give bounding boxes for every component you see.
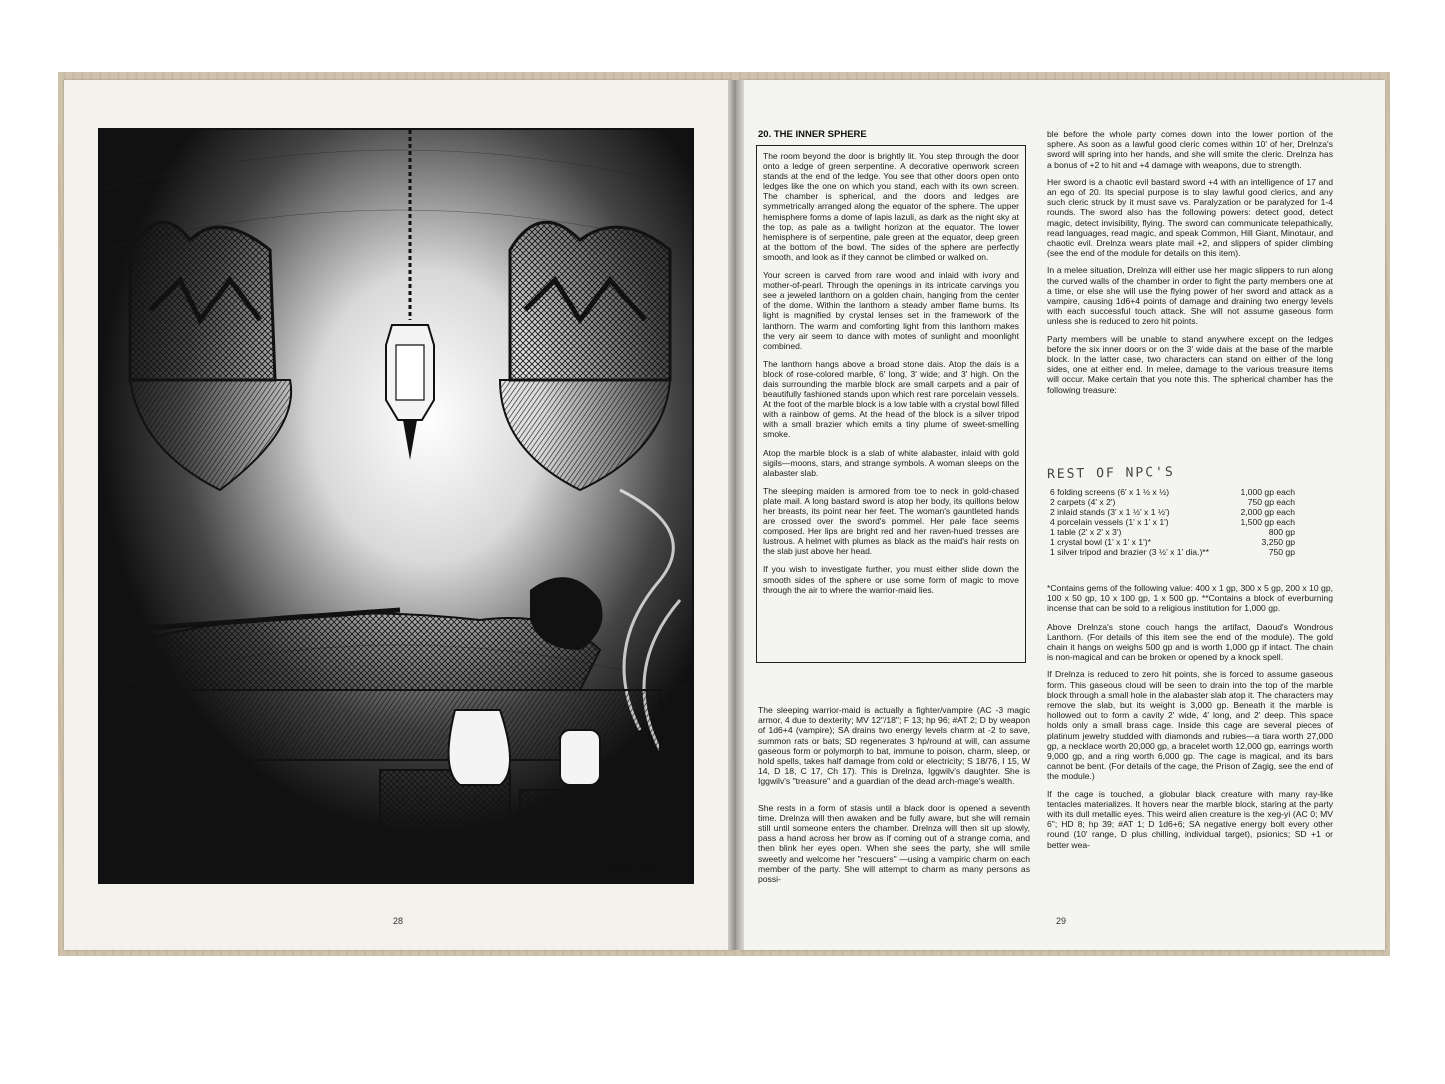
treasure-table xyxy=(1050,487,1295,557)
artist-signature: Easley '82 xyxy=(600,862,657,875)
boxed-paragraph: The sleeping maiden is armored from toe to neck in gold-chased plate mail. A long bastard sword is atop her body, its quillons below her breasts, its point near her feet. The woman's gauntleted hands are crossed over the sword's pommel. Her pale face seems composed. Her lips are bright red and her raven-hued tresses are lustrous. A helmet with plumes as black as the maid's hair rests on the slab just above her head. xyxy=(763,485,1019,557)
table-row xyxy=(1050,487,1295,497)
paragraph: Above Drelnza's stone couch hangs the artifact, Daoud's Wondrous Lanthorn. (For details of this item see the end of the module). The gold chain it hangs on weighs 500 gp and is worth 1,000 gp if intact. The chain is non-magical and can be broken or opened by a knock spell. xyxy=(1047,621,1333,663)
paragraph: If Drelnza is reduced to zero hit points, she is forced to assume gaseous form. This gaseous cloud will be seen to drain into the top of the marble block through a small hole in the alabaster slab atop it. The characters may remove the slab, but its weight is 3,000 gp. Beneath it the marble is hollowed out to form a cavity 2' wide, 4' long, and 2' deep. This space holds only a small brass cage. Inside this cage are several pieces of platinum jewelry studded with diamonds and rubies—a tiara worth 27,000 gp, a necklace worth 20,000 gp, a bracelet worth 12,000 gp, earrings worth 9,000 gp, and a ring worth 6,000 gp. The cage is magical, and its bars cannot be bent. (For details of the cage, the Prison of Zagig, see the end of the module.) xyxy=(1047,669,1333,782)
paragraph: ble before the whole party comes down into the lower portion of the sphere. As soon as a lawful good cleric comes within 10' of her, Drelnza's sword will spring into her hands, and she will smite the cleric. Drelnza has a bonus of +2 to hit and +4 damage with weapons, due to strength. xyxy=(1047,129,1333,170)
treasure-value: 750 gp each xyxy=(1247,497,1295,507)
treasure-value: 1,500 gp each xyxy=(1240,517,1295,527)
treasure-item: 2 inlaid stands (3' x 1 ½' x 1 ½') xyxy=(1050,507,1170,517)
section-heading: 20. THE INNER SPHERE xyxy=(758,129,867,140)
handwritten-note: REST OF NPC'S xyxy=(1046,464,1175,483)
footnotes: *Contains gems of the following value: 400 x 1 gp, 300 x 5 gp, 200 x 10 gp, 100 x 50 gp, 10 x 100 gp, 1 x 500 gp. **Contains a block of everburning incense that can be sold to a religious institution for 1,000 gp. xyxy=(1047,583,1333,614)
boxed-read-aloud-text xyxy=(756,145,1026,663)
column-1-lower xyxy=(758,705,1030,891)
paragraph: Party members will be unable to stand anywhere except on the ledges before the six inner doors or on the 3' wide dais at the base of the marble block. In the latter case, two characters can stand on either of the long sides, one at either end. In melee, damage to the various treasure items will occur. Make certain that you note this. The spherical chamber has the following treasure: xyxy=(1047,333,1333,395)
sleeping-warrior-illustration xyxy=(98,128,694,884)
column-2-lower xyxy=(1047,583,1333,857)
treasure-value: 2,000 gp each xyxy=(1240,507,1295,517)
treasure-item: 1 table (2' x 2' x 3') xyxy=(1050,527,1122,537)
boxed-paragraph: The room beyond the door is brightly lit. You step through the door onto a ledge of green serpentine. A decorative openwork screen stands at the end of the ledge. You see that other doors open onto ledges like the one on which you stand, each with its own screen. The chamber is spherical, and the doors and ledges are symmetrically arranged along the equator of the sphere. The upper hemisphere forms a dome of lapis lazuli, as dark as the night sky at the top, as pale as a twilight horizon at the equator. The lower hemisphere is of serpentine, pale green at the equator, deep green at the bottom of the bowl. The sides of the sphere are perfectly smooth, and look as if they cannot be climbed or walked on. xyxy=(763,151,1019,262)
treasure-value: 800 gp xyxy=(1268,527,1295,537)
table-row xyxy=(1050,517,1295,527)
treasure-item: 4 porcelain vessels (1' x 1' x 1') xyxy=(1050,517,1169,527)
page-number-left: 28 xyxy=(393,916,404,926)
treasure-value: 750 gp xyxy=(1268,547,1295,557)
treasure-value: 1,000 gp each xyxy=(1240,487,1295,497)
table-row xyxy=(1050,547,1295,557)
column-2-upper xyxy=(1047,129,1333,402)
table-row xyxy=(1050,507,1295,517)
paragraph: If the cage is touched, a globular black creature with many ray-like tentacles materializes. It hovers near the marble block, staring at the party with its dull metallic eyes. This weird alien creature is the xeg-yi (AC 0; MV 6"; HD 8; hp 39; #AT 1; D 1d6+6; SA negative energy bolt every other round (10' range, D plus chilling, individual target), psionics; SD +1 or better wea- xyxy=(1047,788,1333,850)
treasure-item: 1 crystal bowl (1' x 1' x 1')* xyxy=(1050,537,1151,547)
paragraph: The sleeping warrior-maid is actually a fighter/vampire (AC -3 magic armor, 4 due to dexterity; MV 12"/18"; F 13; hp 96; #AT 2; D by weapon of 1d6+4 (vampire); SA drains two energy levels charm at -2 to save, summon rats or bats; SD regenerates 3 hp/round at will, can assume gaseous form or polymorph to bat, immune to poison, charm, sleep, or hold spells, takes half damage from cold or electricity; S 18/76, I 15, W 14, D 18, C 17, Ch 17). This is Drelnza, Iggwilv's daughter. She is Iggwilv's "treasure" and a guardian of the dead arch-mage's wealth. xyxy=(758,705,1030,787)
paragraph: She rests in a form of stasis until a black door is opened a seventh time. Drelnza will then awaken and be fully aware, but she will remain still until someone enters the chamber. Drelnza will then sit up slowly, pass a hand across her brow as if coming out of a strange coma, and then blink her eyes open. When she sees the party, she will smile sweetly and welcome her "rescuers" —using a vampiric charm on each member of the party. She will attempt to charm as many persons as possi- xyxy=(758,802,1030,885)
boxed-paragraph: Your screen is carved from rare wood and inlaid with ivory and mother-of-pearl. Through the openings in its intricate carvings you see a jeweled lanthorn on a golden chain, hanging from the center of the dome. Within the lanthorn a steady amber flame burns. Its light is magnified by crystal lenses set in the framework of the lanthorn. The warm and comforting light from this lanthorn makes the very air seem to dance with motes of sunlight and moonlight combined. xyxy=(763,270,1019,351)
table-row xyxy=(1050,497,1295,507)
treasure-value: 3,250 gp xyxy=(1261,537,1295,547)
book-spine xyxy=(728,80,744,950)
paragraph: Her sword is a chaotic evil bastard sword +4 with an intelligence of 17 and an ego of 20. Its special purpose is to slay lawful good clerics, and any such cleric struck by it must save vs. Paralyzation or be paralyzed for 1-4 rounds. The sword also has the following powers: detect good, detect magic, detect invisibility, flying. The sword can communicate telepathically, read languages, read magic, and speak Common, Hill Giant, Minotaur, and chaotic evil. Drelnza wears plate mail +2, and slippers of spider climbing (see the end of the module for details on this item). xyxy=(1047,176,1333,259)
page-number-right: 29 xyxy=(1056,916,1067,926)
treasure-item: 6 folding screens (6' x 1 ½ x ½) xyxy=(1050,487,1170,497)
table-row xyxy=(1050,537,1295,547)
boxed-paragraph: The lanthorn hangs above a broad stone dais. Atop the dais is a block of rose-colored marble, 6' long, 3' wide; and 3' high. On the dais surrounding the marble block are small carpets and a pair of beautifully fashioned stands upon which rest rare porcelain vessels. At the foot of the marble block is a low table with a crystal bowl filled with a rainbow of gems. At the head of the block is a silver tripod with a small brazier which emits a tiny plume of sweet-smelling smoke. xyxy=(763,358,1019,440)
table-row xyxy=(1050,527,1295,537)
treasure-item: 2 carpets (4' x 2') xyxy=(1050,497,1116,507)
paragraph: In a melee situation, Drelnza will either use her magic slippers to run along the curved walls of the chamber in order to fight the party members one at a time, or else she will use the flying power of her sword and attack as a vampire, causing 1d6+4 points of damage and draining two energy levels with each successful touch attack. She will not assume gaseous form unless she is reduced to zero hit points. xyxy=(1047,265,1333,327)
boxed-paragraph: Atop the marble block is a slab of white alabaster, inlaid with gold sigils—moons, stars, and strange symbols. A woman sleeps on the alabaster slab. xyxy=(763,447,1019,478)
treasure-item: 1 silver tripod and brazier (3 ½' x 1' dia.)** xyxy=(1050,547,1209,557)
boxed-paragraph: If you wish to investigate further, you must either slide down the smooth sides of the sphere or use some form of magic to move through the air to where the warrior-maid lies. xyxy=(763,564,1019,595)
